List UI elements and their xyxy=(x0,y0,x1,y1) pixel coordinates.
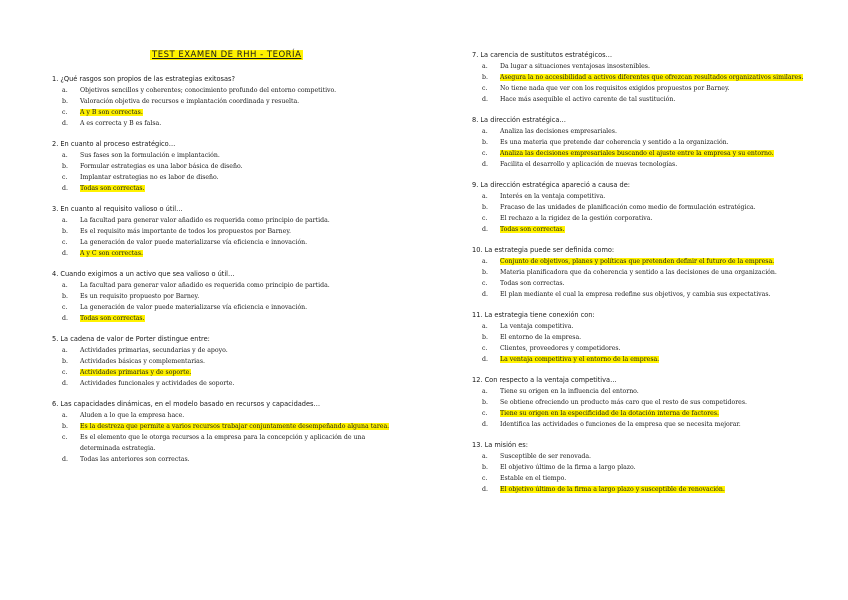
option-letter: a. xyxy=(62,217,68,224)
option-text: Interés en la ventaja competitiva. xyxy=(500,193,606,200)
question xyxy=(472,245,812,300)
answer-option xyxy=(472,462,812,473)
option-text: Clientes, proveedores y competidores. xyxy=(500,345,621,352)
option-letter: a. xyxy=(482,193,488,200)
option-text: Es una materia que pretende dar coherencia y sentido a la organización. xyxy=(500,139,729,146)
option-text: La generación de valor puede materializarse vía eficiencia e innovación. xyxy=(80,239,308,246)
answer-option xyxy=(52,96,392,107)
option-text: Objetivos sencillos y coherentes; conocimiento profundo del entorno competitivo. xyxy=(80,87,337,94)
option-text: La ventaja competitiva y el entorno de la empresa. xyxy=(500,356,660,363)
question-text: 8. La dirección estratégica… xyxy=(472,116,566,124)
option-letter: a. xyxy=(482,323,488,330)
option-text: Aluden a lo que la empresa hace. xyxy=(80,412,185,419)
option-text: La generación de valor puede materializarse vía eficiencia e innovación. xyxy=(80,304,308,311)
answer-option-highlighted xyxy=(472,72,812,83)
question-text: 12. Con respecto a la ventaja competitiva… xyxy=(472,376,617,384)
option-text: Susceptible de ser renovada. xyxy=(500,453,592,460)
question xyxy=(472,440,812,495)
question-text: 7. La carencia de sustitutos estratégicos… xyxy=(472,51,613,59)
answer-option-highlighted xyxy=(472,256,812,267)
answer-option-highlighted xyxy=(472,408,812,419)
answer-option xyxy=(52,356,392,367)
option-text: Hace más asequible el activo carente de tal sustitución. xyxy=(500,96,676,103)
option-letter: a. xyxy=(482,63,488,70)
option-text: Se obtiene ofreciendo un producto más caro que el resto de sus competidores. xyxy=(500,399,747,406)
option-letter: c. xyxy=(482,475,488,482)
question xyxy=(472,50,812,105)
document-title: TEST EXAMEN DE RHH - TEORÍA xyxy=(152,50,302,60)
answer-option xyxy=(52,118,392,129)
question-text: 5. La cadena de valor de Porter distingue entre: xyxy=(52,335,210,343)
option-letter: b. xyxy=(62,423,68,430)
option-text: No tiene nada que ver con los requisitos exigidos propuestos por Barney. xyxy=(500,85,730,92)
answer-option-highlighted xyxy=(52,248,392,259)
option-text: Analiza las decisiones empresariales buscando el ajuste entre la empresa y su entorno. xyxy=(500,150,774,157)
answer-option xyxy=(472,473,812,484)
answer-option xyxy=(472,451,812,462)
answer-option xyxy=(472,278,812,289)
right-column xyxy=(472,50,812,505)
question-text: 1. ¿Qué rasgos son propios de las estrategias exitosas? xyxy=(52,75,235,83)
option-text: A es correcta y B es falsa. xyxy=(80,120,162,127)
option-letter: b. xyxy=(62,293,68,300)
option-text: Actividades funcionales y actividades de soporte. xyxy=(80,380,235,387)
question-text: 4. Cuando exigimos a un activo que sea valioso o útil… xyxy=(52,270,235,278)
question-text: 10. La estrategia puede ser definida como: xyxy=(472,246,615,254)
answer-option-highlighted xyxy=(52,367,392,378)
option-letter: d. xyxy=(62,315,68,322)
option-text: Da lugar a situaciones ventajosas insostenibles. xyxy=(500,63,650,70)
answer-option xyxy=(472,94,812,105)
option-letter: c. xyxy=(62,369,68,376)
answer-option xyxy=(472,61,812,72)
option-text: Todas son correctas. xyxy=(500,280,565,287)
option-text: El rechazo a la rigidez de la gestión corporativa. xyxy=(500,215,653,222)
answer-option xyxy=(472,83,812,94)
answer-option xyxy=(52,237,392,248)
answer-option-highlighted xyxy=(472,148,812,159)
option-text: Es el elemento que le otorga recursos a la empresa para la concepción y aplicación de una determinada estrategia. xyxy=(80,434,366,452)
option-letter: b. xyxy=(482,139,488,146)
option-letter: d. xyxy=(482,356,488,363)
option-letter: d. xyxy=(482,161,488,168)
option-letter: a. xyxy=(482,258,488,265)
option-text: Tiene su origen en la influencia del entorno. xyxy=(500,388,639,395)
answer-option xyxy=(472,332,812,343)
question xyxy=(52,74,392,129)
option-letter: d. xyxy=(482,291,488,298)
answer-option xyxy=(472,397,812,408)
option-letter: c. xyxy=(62,304,68,311)
option-letter: b. xyxy=(482,74,488,81)
option-letter: b. xyxy=(482,269,488,276)
option-letter: a. xyxy=(482,128,488,135)
option-letter: d. xyxy=(62,456,68,463)
option-text: Actividades primarias y de soporte. xyxy=(80,369,192,376)
answer-option-highlighted xyxy=(52,421,392,432)
option-letter: b. xyxy=(482,399,488,406)
option-text: El objetivo último de la firma a largo plazo y susceptible de renovación. xyxy=(500,486,725,493)
answer-option xyxy=(52,345,392,356)
answer-option xyxy=(52,454,392,465)
answer-option xyxy=(52,215,392,226)
option-text: Tiene su origen en la especificidad de la dotación interna de factores. xyxy=(500,410,719,417)
question-text: 13. La misión es: xyxy=(472,441,528,449)
option-letter: a. xyxy=(62,347,68,354)
option-letter: b. xyxy=(62,98,68,105)
option-letter: c. xyxy=(62,434,68,441)
option-letter: c. xyxy=(482,150,488,157)
answer-option xyxy=(52,432,392,454)
option-text: Actividades primarias, secundarias y de apoyo. xyxy=(80,347,228,354)
question-text: 11. La estrategia tiene conexión con: xyxy=(472,311,595,319)
option-letter: c. xyxy=(62,174,68,181)
option-letter: a. xyxy=(62,152,68,159)
option-letter: a. xyxy=(482,453,488,460)
answer-option xyxy=(472,202,812,213)
answer-option xyxy=(52,161,392,172)
answer-option xyxy=(52,150,392,161)
option-letter: a. xyxy=(62,87,68,94)
answer-option-highlighted xyxy=(52,313,392,324)
option-letter: d. xyxy=(482,96,488,103)
answer-option xyxy=(472,386,812,397)
option-letter: c. xyxy=(482,85,488,92)
option-letter: c. xyxy=(482,280,488,287)
option-text: El objetivo último de la firma a largo plazo. xyxy=(500,464,636,471)
option-text: Implantar estrategias no es labor de diseño. xyxy=(80,174,219,181)
option-text: Es un requisito propuesto por Barney. xyxy=(80,293,200,300)
answer-option xyxy=(472,267,812,278)
question xyxy=(52,204,392,259)
question xyxy=(472,180,812,235)
option-letter: d. xyxy=(62,380,68,387)
option-letter: d. xyxy=(482,486,488,493)
option-text: A y C son correctas. xyxy=(80,250,144,257)
answer-option-highlighted xyxy=(472,484,812,495)
question-text: 2. En cuanto al proceso estratégico… xyxy=(52,140,176,148)
left-column xyxy=(52,74,392,475)
answer-option-highlighted xyxy=(472,354,812,365)
option-letter: c. xyxy=(482,345,488,352)
option-text: Actividades básicas y complementarias. xyxy=(80,358,205,365)
option-text: A y B son correctas. xyxy=(80,109,143,116)
question xyxy=(472,375,812,430)
answer-option xyxy=(52,291,392,302)
answer-option xyxy=(52,302,392,313)
option-text: Todas las anteriores son correctas. xyxy=(80,456,190,463)
option-text: Sus fases son la formulación e implantación. xyxy=(80,152,220,159)
option-letter: d. xyxy=(482,226,488,233)
option-text: Materia planificadora que da coherencia y sentido a las decisiones de una organización. xyxy=(500,269,777,276)
question xyxy=(52,139,392,194)
option-text: Analiza las decisiones empresariales. xyxy=(500,128,617,135)
question-text: 6. Las capacidades dinámicas, en el modelo basado en recursos y capacidades… xyxy=(52,400,321,408)
answer-option xyxy=(52,280,392,291)
option-text: Estable en el tiempo. xyxy=(500,475,567,482)
option-letter: a. xyxy=(482,388,488,395)
option-text: La facultad para generar valor añadido es requerida como principio de partida. xyxy=(80,217,330,224)
option-text: Formular estrategias es una labor básica de diseño. xyxy=(80,163,243,170)
answer-option xyxy=(472,343,812,354)
answer-option xyxy=(52,172,392,183)
question xyxy=(472,115,812,170)
option-letter: d. xyxy=(62,250,68,257)
answer-option-highlighted xyxy=(52,183,392,194)
option-text: Facilita el desarrollo y aplicación de nuevas tecnologías. xyxy=(500,161,678,168)
question xyxy=(52,334,392,389)
option-letter: a. xyxy=(62,412,68,419)
question-text: 9. La dirección estratégica apareció a causa de: xyxy=(472,181,630,189)
answer-option-highlighted xyxy=(472,224,812,235)
answer-option xyxy=(472,213,812,224)
answer-option xyxy=(472,126,812,137)
answer-option-highlighted xyxy=(52,107,392,118)
answer-option xyxy=(52,85,392,96)
answer-option xyxy=(472,289,812,300)
question xyxy=(52,399,392,465)
option-text: Asegura la no accesibilidad a activos diferentes que ofrezcan resultados organizativos similares. xyxy=(500,74,804,81)
option-text: El entorno de la empresa. xyxy=(500,334,582,341)
option-letter: c. xyxy=(62,239,68,246)
option-letter: b. xyxy=(482,204,488,211)
answer-option xyxy=(52,410,392,421)
question xyxy=(472,310,812,365)
answer-option xyxy=(472,191,812,202)
option-text: Identifica las actividades o funciones de la empresa que se necesita mejorar. xyxy=(500,421,741,428)
option-letter: d. xyxy=(62,120,68,127)
option-letter: b. xyxy=(62,163,68,170)
option-text: La ventaja competitiva. xyxy=(500,323,574,330)
option-text: El plan mediante el cual la empresa redefine sus objetivos, y cambia sus expectativas. xyxy=(500,291,771,298)
option-text: Todas son correctas. xyxy=(500,226,565,233)
option-letter: c. xyxy=(62,109,68,116)
answer-option xyxy=(472,137,812,148)
option-letter: c. xyxy=(482,410,488,417)
option-letter: b. xyxy=(62,358,68,365)
option-letter: b. xyxy=(482,464,488,471)
option-text: La facultad para generar valor añadido es requerida como principio de partida. xyxy=(80,282,330,289)
option-letter: c. xyxy=(482,215,488,222)
question xyxy=(52,269,392,324)
option-text: Es la destreza que permite a varios recursos trabajar conjuntamente desempeñando alguna tarea. xyxy=(80,423,390,430)
option-letter: b. xyxy=(482,334,488,341)
answer-option xyxy=(472,321,812,332)
option-text: Todas son correctas. xyxy=(80,315,145,322)
question-text: 3. En cuanto al requisito valioso o útil… xyxy=(52,205,183,213)
option-text: Todas son correctas. xyxy=(80,185,145,192)
option-text: Conjunto de objetivos, planes y políticas que pretenden definir el futuro de la empresa. xyxy=(500,258,775,265)
option-text: Fracaso de las unidades de planificación como medio de formulación estratégica. xyxy=(500,204,756,211)
answer-option xyxy=(472,419,812,430)
option-text: Valoración objetiva de recursos e implantación coordinada y resuelta. xyxy=(80,98,300,105)
option-letter: a. xyxy=(62,282,68,289)
answer-option xyxy=(52,226,392,237)
option-letter: d. xyxy=(62,185,68,192)
option-letter: d. xyxy=(482,421,488,428)
option-letter: b. xyxy=(62,228,68,235)
answer-option xyxy=(52,378,392,389)
answer-option xyxy=(472,159,812,170)
option-text: Es el requisito más importante de todos los propuestos por Barney. xyxy=(80,228,291,235)
